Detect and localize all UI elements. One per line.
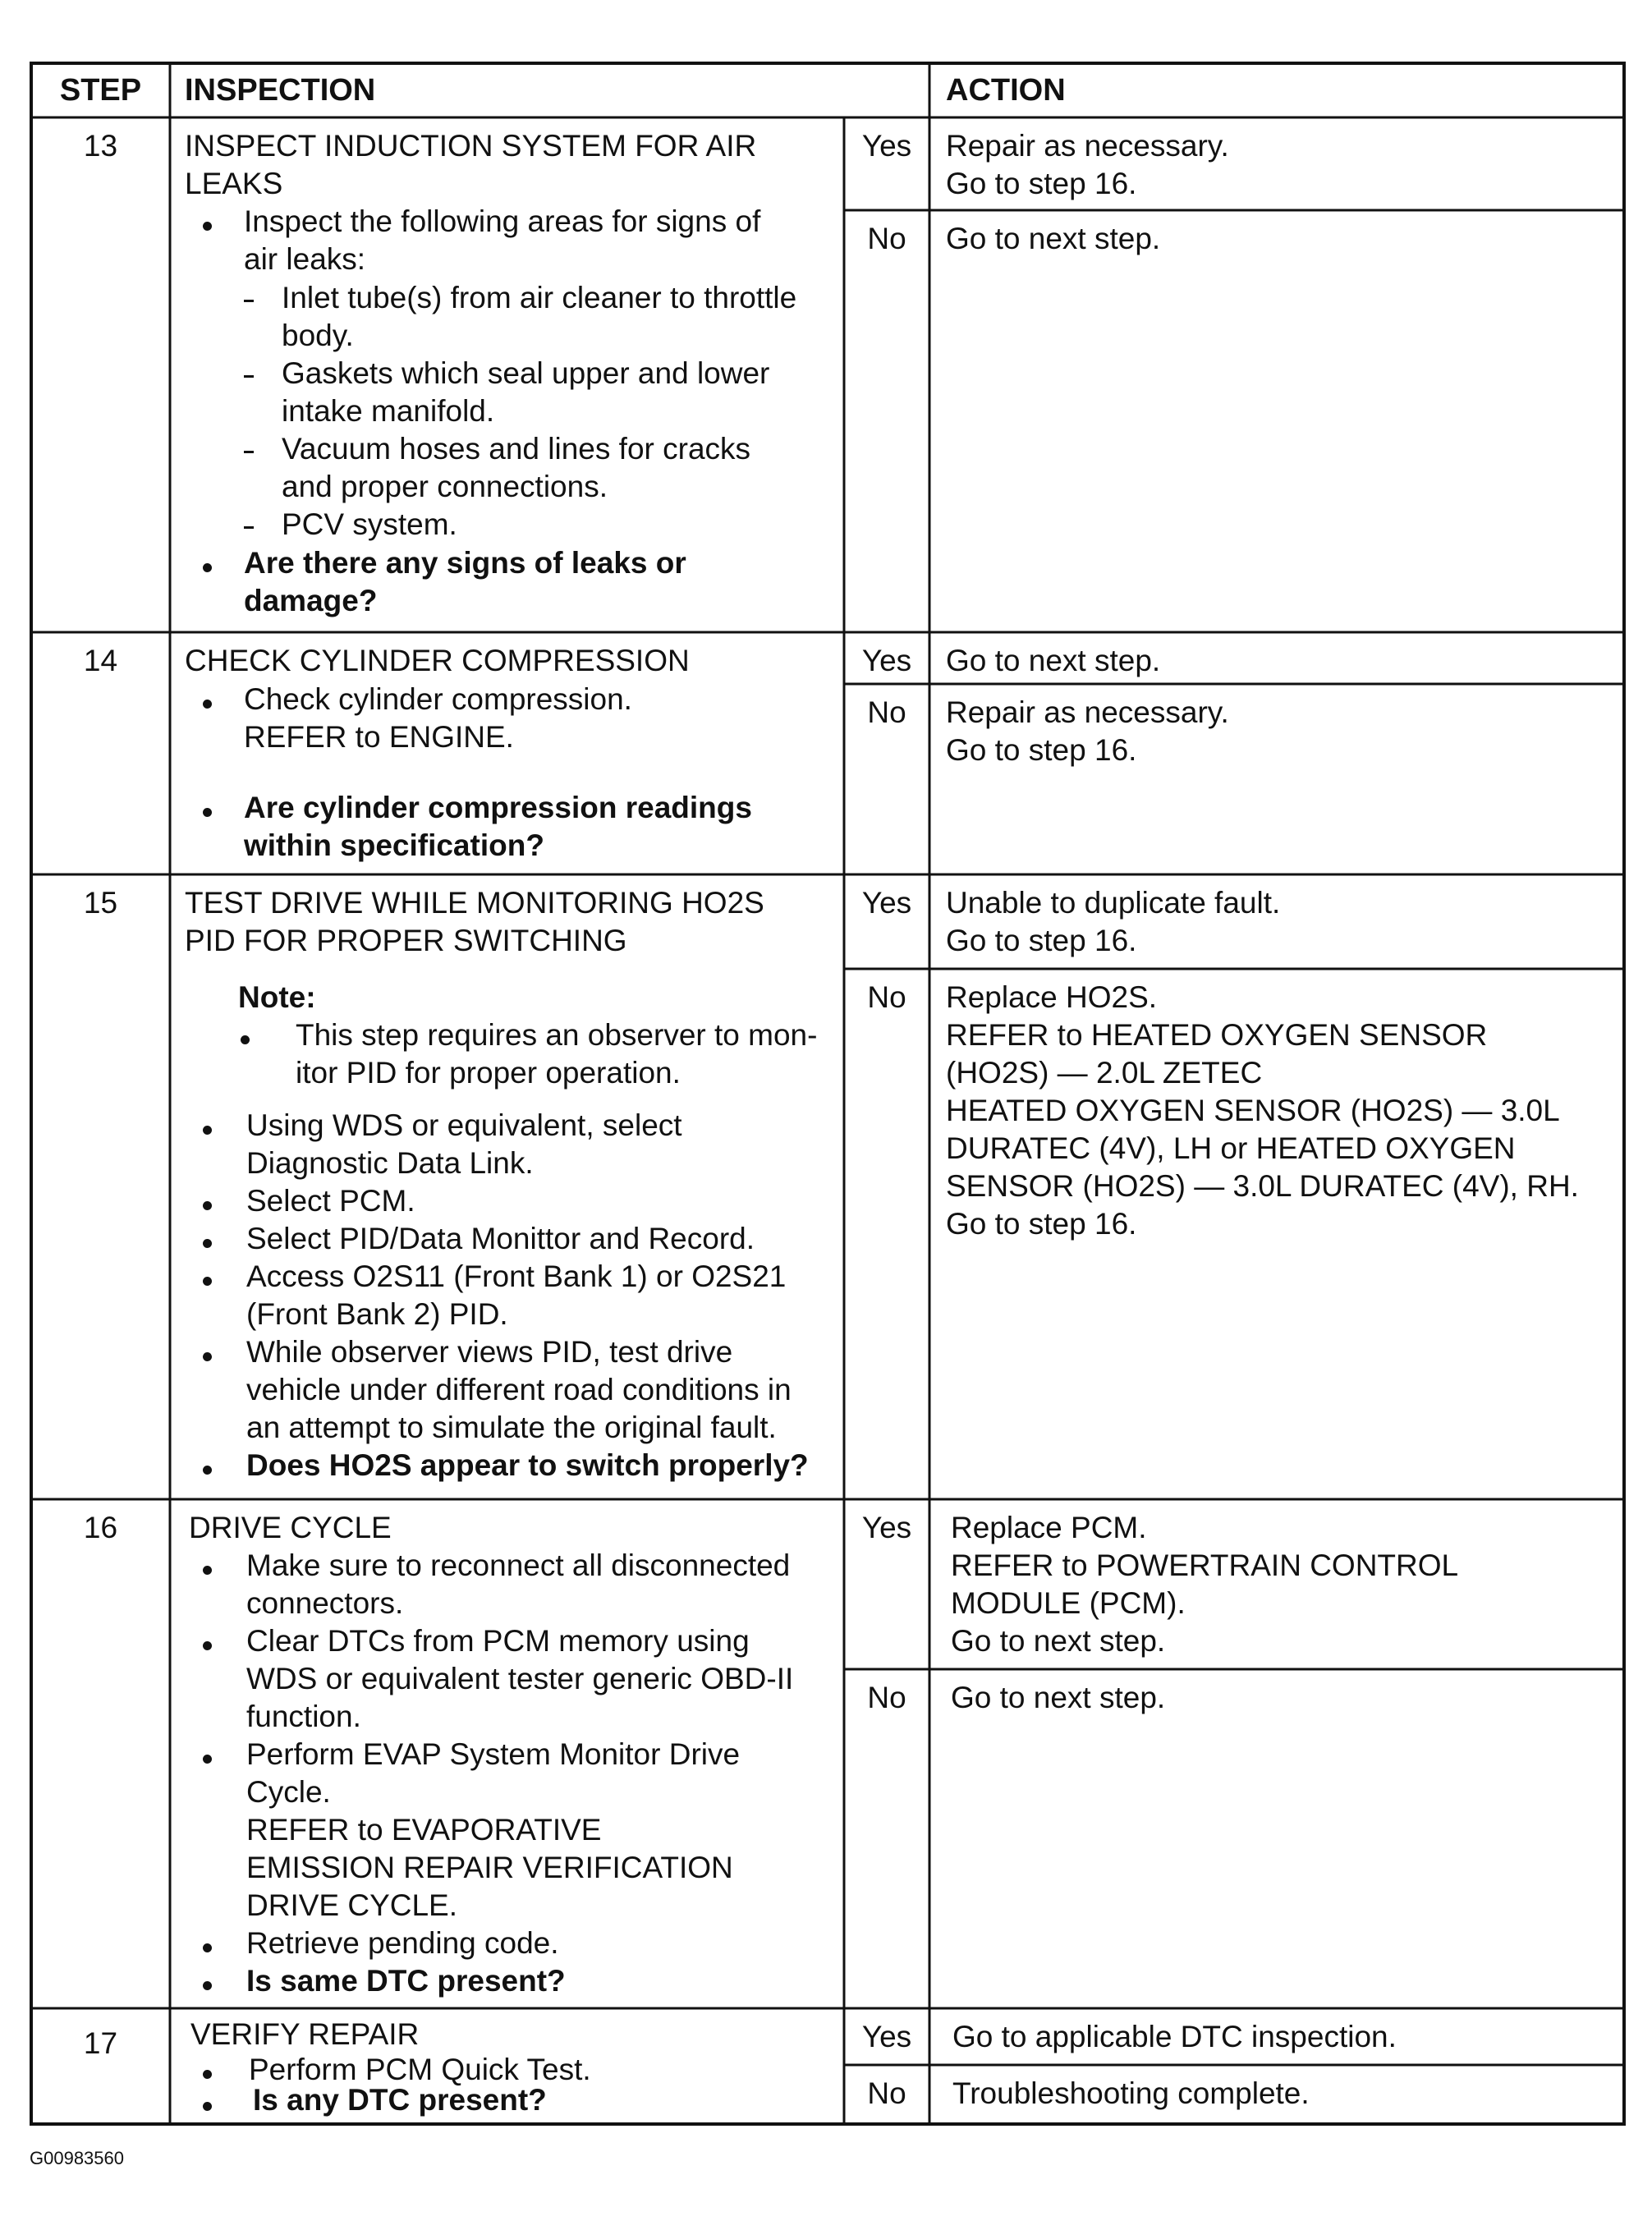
bullet-text: REFER to EVAPORATIVE — [246, 1813, 602, 1847]
question-text: Are there any signs of leaks or — [244, 546, 686, 580]
action-text: SENSOR (HO2S) — 3.0L DURATEC (4V), RH. — [946, 1169, 1579, 1203]
bullet-icon — [241, 1035, 250, 1044]
question-text: damage? — [244, 584, 378, 617]
action-text: DURATEC (4V), LH or HEATED OXYGEN — [946, 1131, 1516, 1165]
dash-icon — [244, 451, 254, 453]
bullet-text: Select PCM. — [246, 1184, 415, 1218]
step-title-line: TEST DRIVE WHILE MONITORING HO2S — [185, 886, 764, 920]
yes-label: Yes — [861, 1511, 912, 1544]
bullet-text: Make sure to reconnect all disconnected — [246, 1548, 791, 1582]
sub-item-text: body. — [282, 319, 354, 352]
action-text: Go to next step. — [946, 644, 1161, 677]
bullet-text: vehicle under different road conditions in — [246, 1373, 792, 1406]
no-label: No — [867, 1681, 906, 1714]
yes-label: Yes — [861, 129, 912, 163]
bullet-text: function. — [246, 1700, 361, 1733]
dash-icon — [244, 526, 254, 529]
bullet-text: Access O2S11 (Front Bank 1) or O2S21 — [246, 1259, 787, 1293]
bullet-text: REFER to ENGINE. — [244, 720, 514, 754]
bullet-icon — [203, 563, 212, 572]
action-text: Go to next step. — [951, 1681, 1166, 1714]
action-text: Go to step 16. — [946, 1207, 1137, 1241]
step-number: 17 — [83, 2026, 118, 2060]
action-text: Troubleshooting complete. — [952, 2076, 1310, 2110]
bullet-icon — [203, 1352, 212, 1361]
bullet-text: EMISSION REPAIR VERIFICATION — [246, 1851, 733, 1884]
sub-item-text: PCV system. — [282, 507, 457, 541]
question-text: within specification? — [244, 828, 544, 862]
action-text: REFER to POWERTRAIN CONTROL — [951, 1548, 1459, 1582]
bullet-text: Select PID/Data Monittor and Record. — [246, 1222, 755, 1255]
action-text: Go to step 16. — [946, 733, 1137, 767]
action-text: HEATED OXYGEN SENSOR (HO2S) — 3.0L — [946, 1094, 1560, 1127]
step-number: 16 — [83, 1511, 118, 1544]
action-text: MODULE (PCM). — [951, 1586, 1186, 1620]
note-text: itor PID for proper operation. — [296, 1056, 681, 1090]
no-label: No — [867, 2076, 906, 2110]
bullet-text: WDS or equivalent tester generic OBD-II — [246, 1662, 794, 1695]
bullet-icon — [203, 1943, 212, 1952]
no-label: No — [867, 980, 906, 1014]
note-label: Note: — [238, 980, 316, 1014]
sub-item-text: intake manifold. — [282, 394, 495, 428]
yes-label: Yes — [861, 2020, 912, 2053]
action-text: REFER to HEATED OXYGEN SENSOR — [946, 1018, 1488, 1052]
bullet-text: Perform PCM Quick Test. — [249, 2053, 591, 2086]
action-text: Go to next step. — [946, 222, 1161, 255]
no-label: No — [867, 695, 906, 729]
yes-label: Yes — [861, 644, 912, 677]
sub-item-text: Inlet tube(s) from air cleaner to throttle — [282, 281, 797, 314]
bullet-icon — [203, 1201, 212, 1210]
step-title-line: DRIVE CYCLE — [189, 1511, 392, 1544]
bullet-text: Using WDS or equivalent, select — [246, 1108, 682, 1142]
yes-label: Yes — [861, 886, 912, 920]
bullet-icon — [203, 222, 212, 231]
bullet-icon — [203, 1641, 212, 1650]
bullet-text: air leaks: — [244, 242, 366, 276]
bullet-icon — [203, 1126, 212, 1135]
bullet-text: Check cylinder compression. — [244, 682, 632, 716]
bullet-text: DRIVE CYCLE. — [246, 1888, 458, 1922]
bullet-icon — [203, 1981, 212, 1990]
bullet-text: While observer views PID, test drive — [246, 1335, 733, 1369]
step-number: 14 — [83, 644, 118, 677]
dash-icon — [244, 300, 254, 302]
figure-code: G00983560 — [30, 2148, 124, 2168]
sub-item-text: Vacuum hoses and lines for cracks — [282, 432, 751, 466]
step-title-line: PID FOR PROPER SWITCHING — [185, 924, 627, 957]
action-text: Go to applicable DTC inspection. — [952, 2020, 1397, 2053]
bullet-icon — [203, 700, 212, 709]
action-text: Unable to duplicate fault. — [946, 886, 1281, 920]
action-text: Replace HO2S. — [946, 980, 1158, 1014]
step-title-line: VERIFY REPAIR — [190, 2017, 420, 2051]
header-action: ACTION — [946, 73, 1066, 108]
bullet-text: an attempt to simulate the original fault. — [246, 1411, 777, 1444]
bullet-icon — [203, 1466, 212, 1475]
step-title-line: CHECK CYLINDER COMPRESSION — [185, 644, 690, 677]
bullet-icon — [203, 2070, 212, 2079]
bullet-text: Perform EVAP System Monitor Drive — [246, 1737, 741, 1771]
bullet-icon — [203, 1277, 212, 1286]
action-text: Repair as necessary. — [946, 129, 1229, 163]
step-title-line: LEAKS — [185, 167, 283, 200]
bullet-text: Clear DTCs from PCM memory using — [246, 1624, 750, 1658]
note-text: This step requires an observer to mon- — [296, 1018, 818, 1052]
action-text: Go to step 16. — [946, 167, 1137, 200]
bullet-text: Retrieve pending code. — [246, 1926, 559, 1960]
sub-item-text: Gaskets which seal upper and lower — [282, 356, 770, 390]
bullet-icon — [203, 808, 212, 817]
header-step: STEP — [59, 73, 142, 108]
question-text: Does HO2S appear to switch properly? — [246, 1448, 809, 1482]
action-text: (HO2S) — 2.0L ZETEC — [946, 1056, 1263, 1090]
header-inspection: INSPECTION — [185, 73, 376, 108]
bullet-icon — [203, 2102, 212, 2111]
bullet-text: Inspect the following areas for signs of — [244, 204, 761, 238]
question-text: Are cylinder compression readings — [244, 791, 752, 824]
bullet-icon — [203, 1755, 212, 1764]
step-title-line: INSPECT INDUCTION SYSTEM FOR AIR — [185, 129, 757, 163]
bullet-text: Diagnostic Data Link. — [246, 1146, 534, 1180]
bullet-text: (Front Bank 2) PID. — [246, 1297, 508, 1331]
step-number: 15 — [83, 886, 118, 920]
action-text: Go to next step. — [951, 1624, 1166, 1658]
no-label: No — [867, 222, 906, 255]
action-text: Go to step 16. — [946, 924, 1137, 957]
dash-icon — [244, 375, 254, 378]
bullet-text: Cycle. — [246, 1775, 331, 1809]
sub-item-text: and proper connections. — [282, 470, 608, 503]
bullet-text: connectors. — [246, 1586, 404, 1620]
step-number: 13 — [83, 129, 118, 163]
question-text: Is same DTC present? — [246, 1964, 566, 1998]
action-text: Repair as necessary. — [946, 695, 1229, 729]
question-text: Is any DTC present? — [253, 2083, 547, 2117]
bullet-icon — [203, 1239, 212, 1248]
bullet-icon — [203, 1566, 212, 1575]
action-text: Replace PCM. — [951, 1511, 1147, 1544]
